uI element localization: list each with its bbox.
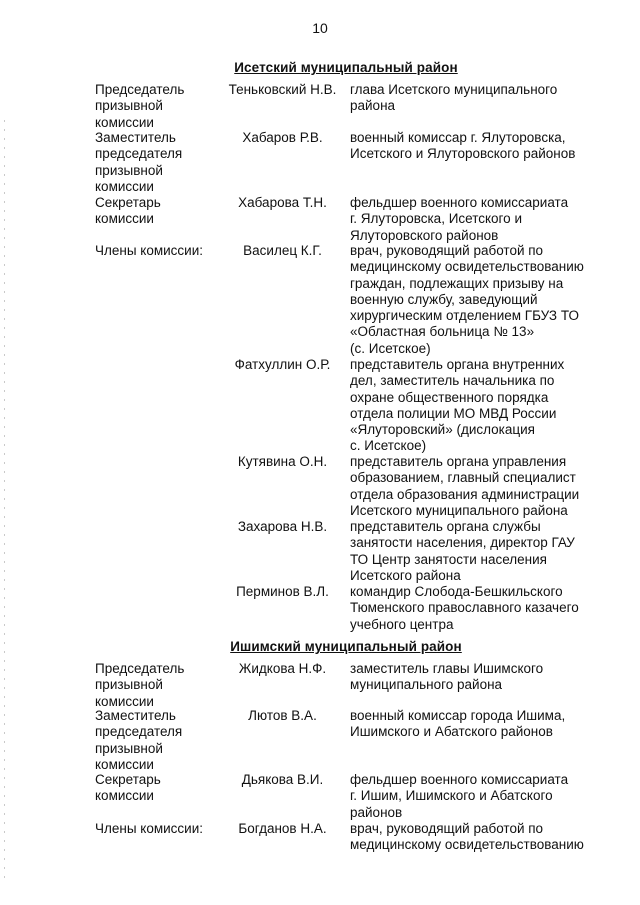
member-name: Дьякова В.И. bbox=[241, 772, 324, 787]
member-description: заместитель главы Ишимского муниципального района bbox=[350, 661, 544, 693]
section-title: Ишимский муниципальный район bbox=[230, 639, 462, 654]
section-title: Исетский муниципальный район bbox=[234, 60, 458, 75]
member-description: представитель органа внутренних дел, заместитель начальника по охране общественного порядка отдела полиции МО МВД России «Ялуторовский» (дислокация с. Исетское) bbox=[350, 357, 565, 454]
member-description: фельдшер военного комиссариата г. Ишим, Ишимского и Абатского районов bbox=[350, 772, 569, 820]
member-name: Фатхуллин О.Р. bbox=[234, 357, 331, 372]
member-role: Члены комиссии: bbox=[95, 821, 204, 836]
member-name: Кутявина О.Н. bbox=[237, 454, 328, 469]
member-description: фельдшер военного комиссариата г. Ялуторовска, Исетского и Ялуторовского районов bbox=[350, 195, 569, 243]
member-description: представитель органа службы занятости населения, директор ГАУ ТО Центр занятости населения Исетского района bbox=[350, 519, 575, 583]
member-description: командир Слобода-Бешкильского Тюменского православного казачего учебного центра bbox=[350, 584, 579, 632]
member-name: Хабарова Т.Н. bbox=[238, 195, 327, 210]
member-name: Жидкова Н.Ф. bbox=[238, 661, 327, 676]
member-role: Секретарь комиссии bbox=[95, 772, 161, 804]
member-name: Богданов Н.А. bbox=[238, 821, 327, 836]
member-name: Теньковский Н.В. bbox=[228, 82, 337, 97]
member-name: Захарова Н.В. bbox=[237, 519, 328, 534]
scan-margin-mark bbox=[4, 120, 5, 880]
member-name: Лютов В.А. bbox=[248, 708, 317, 723]
member-role: Председатель призывной комиссии bbox=[95, 82, 185, 130]
member-role: Члены комиссии: bbox=[95, 243, 204, 258]
member-role: Заместитель председателя призывной комиссии bbox=[95, 708, 183, 772]
member-name: Василец К.Г. bbox=[243, 243, 322, 258]
member-description: врач, руководящий работой по медицинскому освидетельствованию bbox=[350, 821, 584, 853]
member-name: Хабаров Р.В. bbox=[242, 130, 323, 145]
member-role: Председатель призывной комиссии bbox=[95, 661, 185, 709]
member-description: военный комиссар города Ишима, Ишимского и Абатского районов bbox=[350, 708, 566, 740]
page-number: 10 bbox=[312, 20, 328, 36]
member-description: военный комиссар г. Ялуторовска, Исетского и Ялуторовского районов bbox=[350, 130, 576, 162]
member-description: врач, руководящий работой по медицинскому освидетельствованию граждан, подлежащих призыву на военную службу, заведующий хирургическим отделением ГБУЗ ТО «Областная больница № 13» (с. Исетское) bbox=[350, 243, 584, 356]
member-name: Перминов В.Л. bbox=[236, 584, 329, 599]
member-description: представитель органа управления образованием, главный специалист отдела образования администрации Исетского муниципального района bbox=[350, 454, 580, 518]
member-role: Заместитель председателя призывной комиссии bbox=[95, 130, 183, 194]
member-description: глава Исетского муниципального района bbox=[350, 82, 558, 114]
member-role: Секретарь комиссии bbox=[95, 195, 161, 227]
